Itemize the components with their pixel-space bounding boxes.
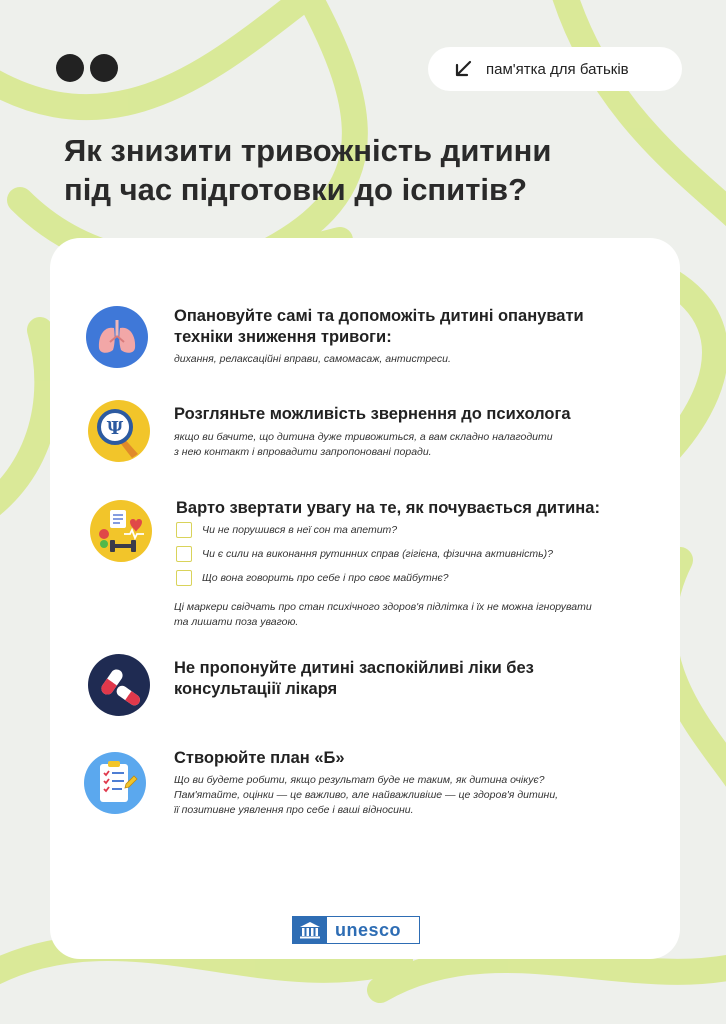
checklist-item[interactable] [176, 546, 553, 562]
tip-5-text-line-2: Пам'ятайте, оцінки — це важливо, але найважливіше — це здоров'я дитини, [174, 789, 559, 801]
checkbox[interactable] [176, 522, 192, 538]
header-tag [428, 47, 682, 91]
tip-3-text-line-1: Ці маркери свідчать про стан психічного здоров'я підлітка і їх не можна ігнорувати [174, 601, 592, 613]
tip-5-text-line-3: її позитивне уявлення про себе і ваші відносини. [174, 804, 414, 816]
tip-1-heading-line-1: Опановуйте самі та допоможіть дитині опанувати [174, 307, 584, 325]
tips-card [50, 238, 680, 959]
tip-2-text [174, 430, 553, 460]
brand-dots [56, 54, 118, 82]
psychology-magnifier-icon [88, 400, 150, 462]
unesco-logo-text: unesco [335, 919, 402, 940]
tip-1-heading [174, 306, 584, 348]
tip-2-heading: Розгляньте можливість звернення до психолога [174, 405, 571, 423]
tip-5-text-line-1: Що ви будете робити, якщо результат буде не таким, як дитина очікує? [174, 774, 545, 786]
checklist-item-label: Чи є сили на виконання рутинних справ (гігієна, фізична активність)? [202, 548, 553, 560]
lungs-icon [86, 306, 148, 368]
tip-2-text-line-2: з нею контакт і впровадити запропоновані поради. [174, 446, 432, 458]
svg-text:Ψ: Ψ [106, 418, 124, 439]
checklist-item[interactable] [176, 522, 397, 538]
temple-icon [293, 917, 327, 943]
page-title-line-1: Як знизити тривожність дитини [64, 133, 552, 168]
arrow-down-left-icon [452, 58, 474, 80]
checklist-item-label: Що вона говорить про себе і про своє майбутнє? [202, 572, 449, 584]
health-wellbeing-icon [90, 500, 152, 562]
tip-1-text: дихання, релаксаційні вправи, самомасаж, антистреси. [174, 353, 451, 365]
tip-4-heading-line-2: консультаціії лікаря [174, 680, 338, 698]
tip-1-heading-line-2: техніки зниження тривоги: [174, 328, 392, 346]
checklist-item-label: Чи не порушився в неї сон та апетит? [202, 524, 398, 536]
checklist-plan-icon [84, 752, 146, 814]
page-title-line-2: під час підготовки до іспитів? [64, 172, 528, 207]
tip-5-text [174, 773, 558, 818]
tip-3-text-line-2: та лишати поза увагою. [174, 616, 299, 628]
header-tag-label: пам'ятка для батьків [486, 60, 629, 78]
tip-2-text-line-1: якщо ви бачите, що дитина дуже тривожиться, а вам складно налагодити [174, 431, 553, 443]
pills-icon [88, 654, 150, 716]
dot-right [90, 54, 118, 82]
tip-3-text [174, 600, 592, 630]
checkbox[interactable] [176, 546, 192, 562]
checklist-item[interactable] [176, 570, 449, 586]
checkbox[interactable] [176, 570, 192, 586]
tip-3-heading: Варто звертати увагу на те, як почувається дитина: [176, 499, 600, 517]
tip-4-heading-line-1: Не пропонуйте дитині заспокійливі ліки без [174, 659, 534, 677]
tip-5-heading: Створюйте план «Б» [174, 749, 345, 767]
dot-left [56, 54, 84, 82]
unesco-logo [292, 916, 420, 944]
tip-4-heading [174, 658, 534, 700]
page-title [64, 131, 551, 209]
